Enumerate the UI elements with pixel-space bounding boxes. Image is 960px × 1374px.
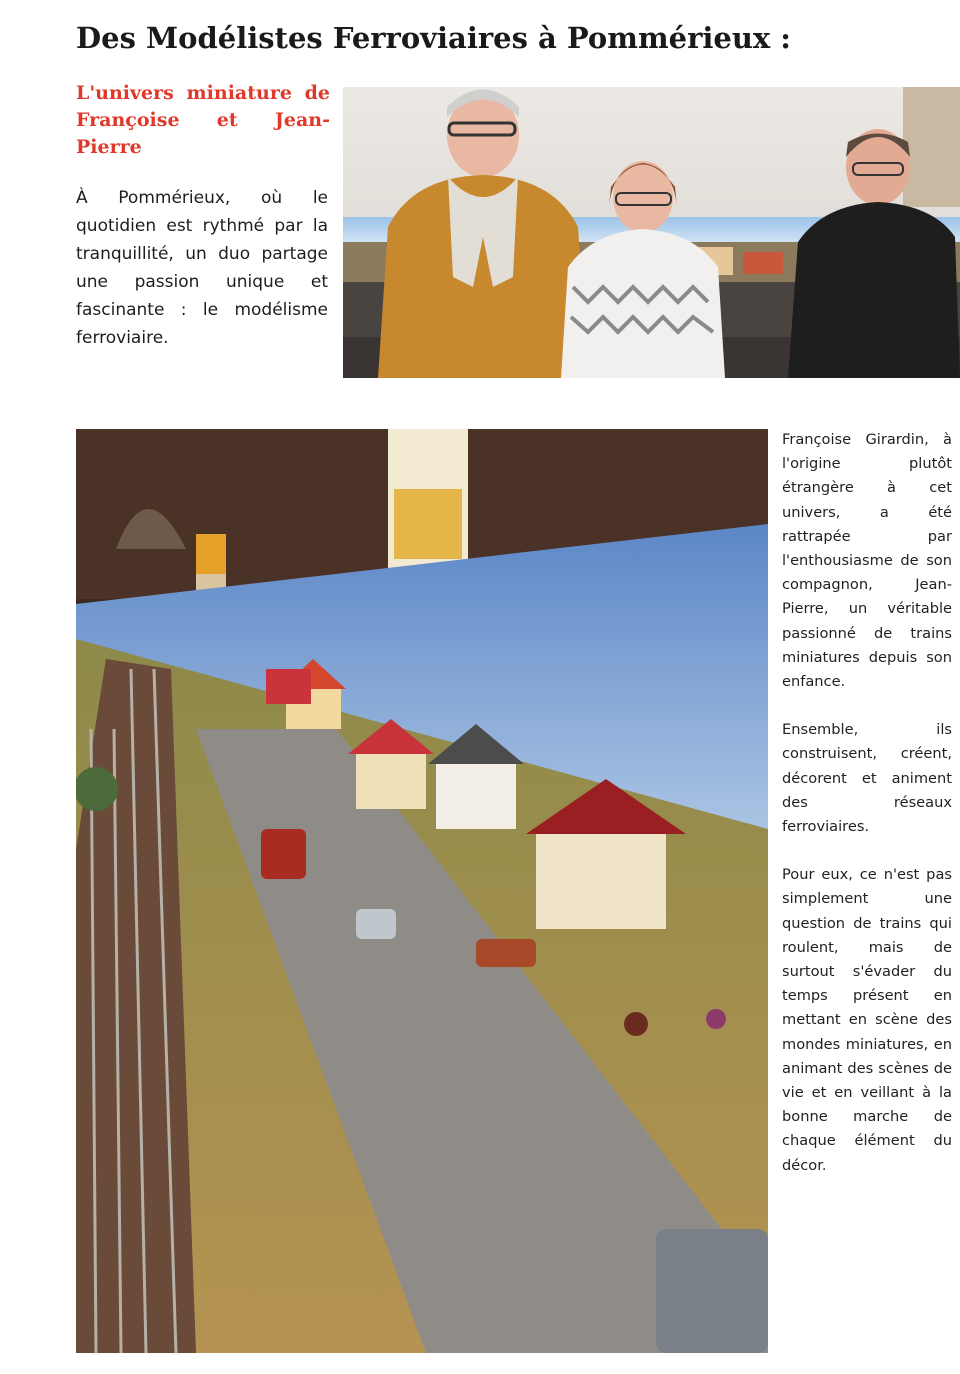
railway-layout-illustration bbox=[76, 429, 768, 1353]
paragraph-3: Pour eux, ce n'est pas simplement une question de trains qui roulent, mais de surtout s'évader du temps présent en mettant en scène des mondes miniatures, en animant des scènes de vie et en veillant à la bonne marche de chaque élément du décor. bbox=[782, 866, 952, 1174]
article-title: Des Modélistes Ferroviaires à Pommérieux : bbox=[76, 21, 792, 55]
intro-paragraph: À Pommérieux, où le quotidien est rythmé par la tranquillité, un duo partage une passion unique et fascinante : le modélisme ferroviaire. bbox=[76, 188, 328, 348]
paragraph-1: Françoise Girardin, à l'origine plutôt étrangère à cet univers, a été rattrapée par l'enthousiasme de son compagnon, Jean-Pierre, un véritable passionné de trains miniatures depuis son enfance. bbox=[782, 431, 952, 691]
paragraph-2: Ensemble, ils construisent, créent, décorent et animent des réseaux ferroviaires. bbox=[782, 721, 952, 836]
sidebar-text bbox=[782, 428, 952, 1202]
railway-layout-photo bbox=[76, 429, 768, 1353]
article-subtitle: L'univers miniature de Françoise et Jean-Pierre bbox=[76, 82, 330, 158]
portrait-photo bbox=[343, 87, 960, 378]
portrait-photo-illustration bbox=[343, 87, 960, 378]
